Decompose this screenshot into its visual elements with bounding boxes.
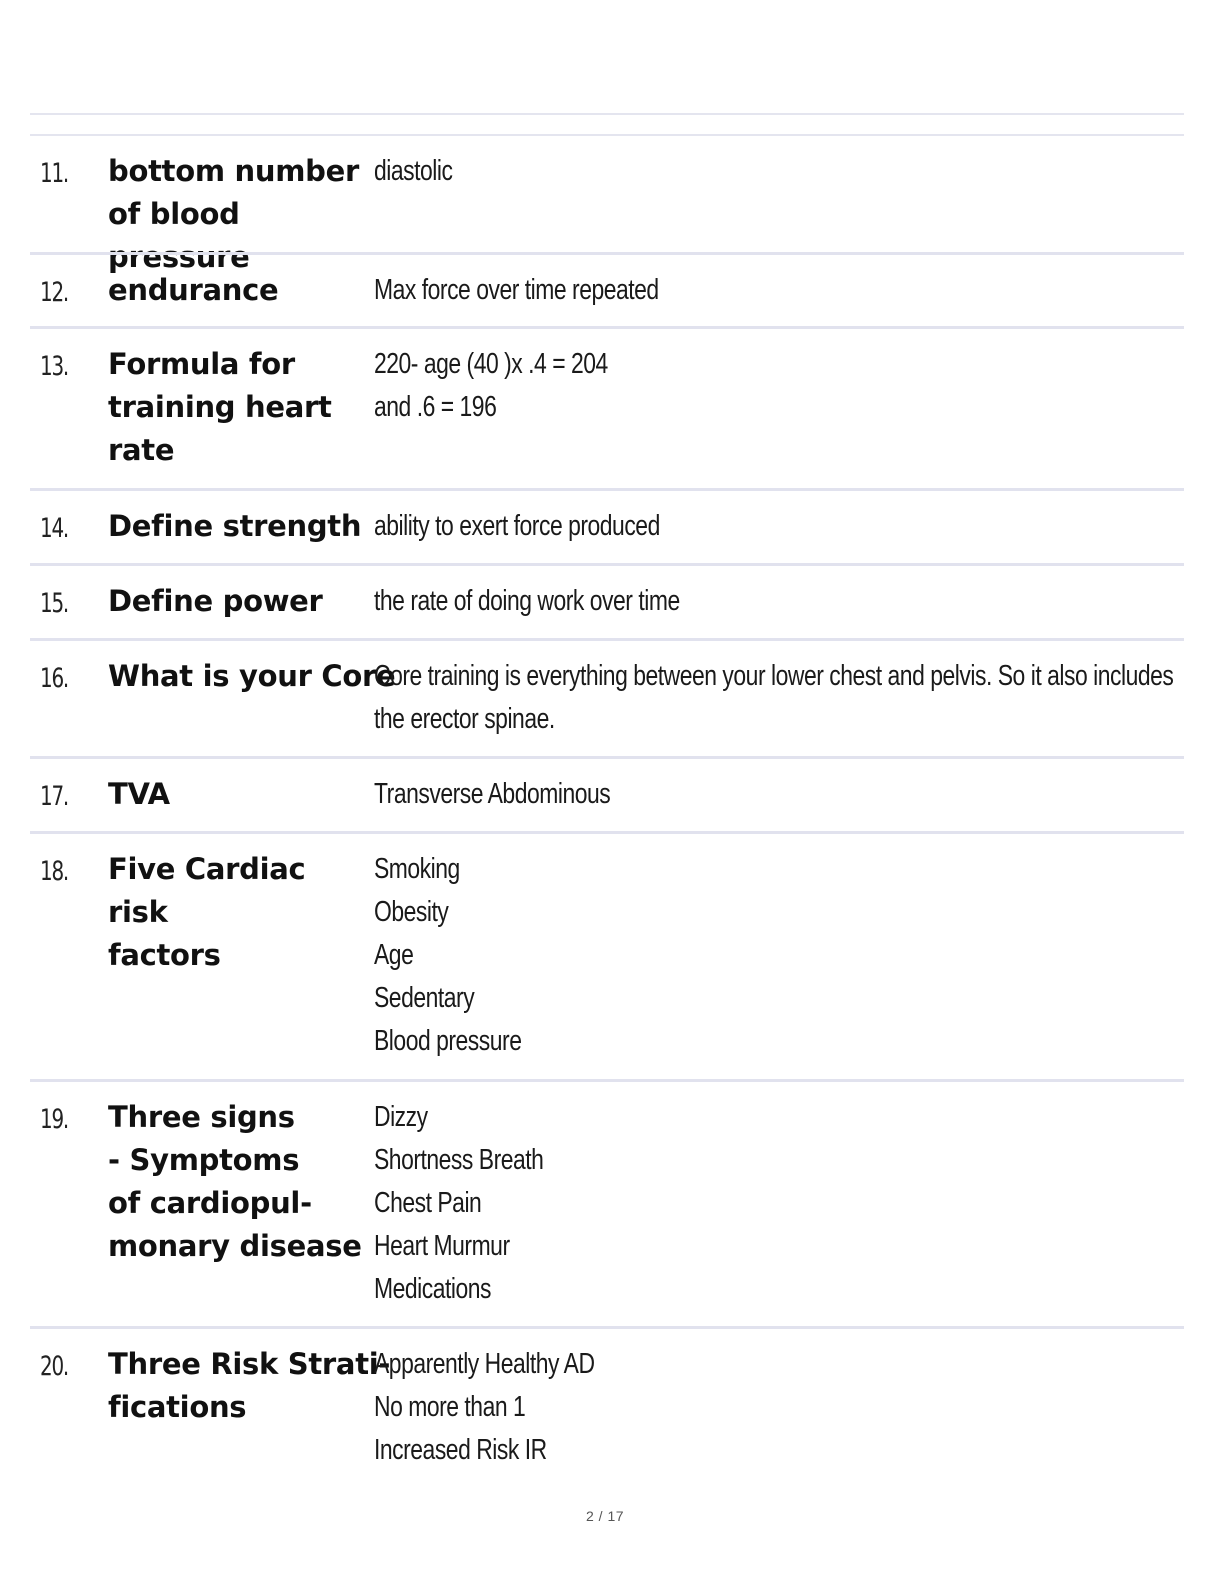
card-term-line: Define strength — [108, 509, 362, 543]
card-term — [108, 773, 370, 816]
card-term-line: Three signs — [108, 1100, 295, 1134]
card-definition — [374, 655, 1174, 741]
card-definition-line: Heart Murmur — [374, 1230, 510, 1262]
card-term-line: monary disease — [108, 1229, 362, 1263]
flashcard-row — [30, 491, 1184, 566]
card-term-line: fications — [108, 1390, 247, 1424]
card-term-line: of blood pressure — [108, 197, 250, 274]
card-definition-line: Age — [374, 939, 414, 971]
card-definition — [374, 773, 1164, 816]
card-definition-line: Transverse Abdominous — [374, 778, 611, 810]
flashcard-row — [30, 641, 1184, 759]
card-number: 20. — [40, 1351, 68, 1382]
card-definition — [374, 848, 1164, 1063]
card-number: 16. — [40, 663, 68, 694]
card-term-line: rate — [108, 433, 175, 467]
card-term-line: factors — [108, 938, 221, 972]
card-term — [108, 1096, 370, 1268]
card-definition-line: Smoking — [374, 853, 460, 885]
flashcard-row — [30, 1329, 1184, 1479]
card-term — [108, 655, 396, 698]
card-definition-line: Shortness Breath — [374, 1144, 544, 1176]
card-term-line: Three Risk Strati- — [108, 1347, 391, 1381]
card-term — [108, 848, 370, 977]
card-number: 14. — [40, 513, 68, 544]
card-term-line: endurance — [108, 273, 279, 307]
card-definition-line: Dizzy — [374, 1101, 428, 1133]
card-definition-line: Sedentary — [374, 982, 475, 1014]
card-term-line: bottom number — [108, 154, 359, 188]
page-indicator: 2 / 17 — [585, 1508, 625, 1524]
card-definition-line: Chest Pain — [374, 1187, 482, 1219]
card-definition-line: the rate of doing work over time — [374, 585, 680, 617]
card-definition — [374, 1096, 1164, 1311]
card-definition — [374, 343, 1164, 429]
card-term-line: Define power — [108, 584, 323, 618]
card-definition-line: ability to exert force produced — [374, 510, 660, 542]
card-definition — [374, 150, 1164, 193]
card-definition-line: Apparently Healthy AD — [374, 1348, 595, 1380]
card-number: 12. — [40, 277, 68, 308]
card-term-line: Five Cardiac risk — [108, 852, 306, 929]
card-definition-line: Obesity — [374, 896, 449, 928]
flashcard-row — [30, 759, 1184, 834]
card-definition-line: diastolic — [374, 155, 453, 187]
card-definition-line: Core training is everything between your lower chest and pelvis. So it also includes — [374, 660, 1174, 692]
card-definition — [374, 269, 1164, 312]
flashcard-row — [30, 136, 1184, 274]
card-term — [108, 269, 370, 312]
card-definition-line: Blood pressure — [374, 1025, 522, 1057]
card-definition-line: and .6 = 196 — [374, 391, 497, 423]
flashcard-row — [30, 566, 1184, 641]
card-definition — [374, 505, 1164, 548]
flashcard-row — [30, 255, 1184, 329]
flashcard-row — [30, 834, 1184, 1082]
card-term — [108, 1343, 391, 1429]
card-term-line: of cardiopul- — [108, 1186, 312, 1220]
card-term-line: What is your Core — [108, 659, 396, 693]
flashcard-row — [30, 1082, 1184, 1329]
card-definition-line: the erector spinae. — [374, 703, 555, 735]
card-definition — [374, 1343, 1164, 1472]
card-definition — [374, 580, 1164, 623]
card-definition-line: 220- age (40 )x .4 = 204 — [374, 348, 608, 380]
card-number: 18. — [40, 856, 68, 887]
card-term-line: Formula for — [108, 347, 295, 381]
card-definition-line: Increased Risk IR — [374, 1434, 547, 1466]
card-term-line: - Symptoms — [108, 1143, 300, 1177]
card-definition-line: Max force over time repeated — [374, 274, 659, 306]
card-number: 13. — [40, 351, 68, 382]
card-term — [108, 505, 370, 548]
card-term-line: training heart — [108, 390, 332, 424]
card-number: 17. — [40, 781, 68, 812]
card-definition-line: Medications — [374, 1273, 492, 1305]
card-term — [108, 343, 370, 472]
flashcard-row — [30, 329, 1184, 491]
card-definition-line: No more than 1 — [374, 1391, 526, 1423]
card-term — [108, 580, 370, 623]
card-number: 19. — [40, 1104, 68, 1135]
card-number: 11. — [40, 158, 68, 189]
card-number: 15. — [40, 588, 68, 619]
card-term-line: TVA — [108, 777, 170, 811]
top-divider — [30, 113, 1184, 115]
